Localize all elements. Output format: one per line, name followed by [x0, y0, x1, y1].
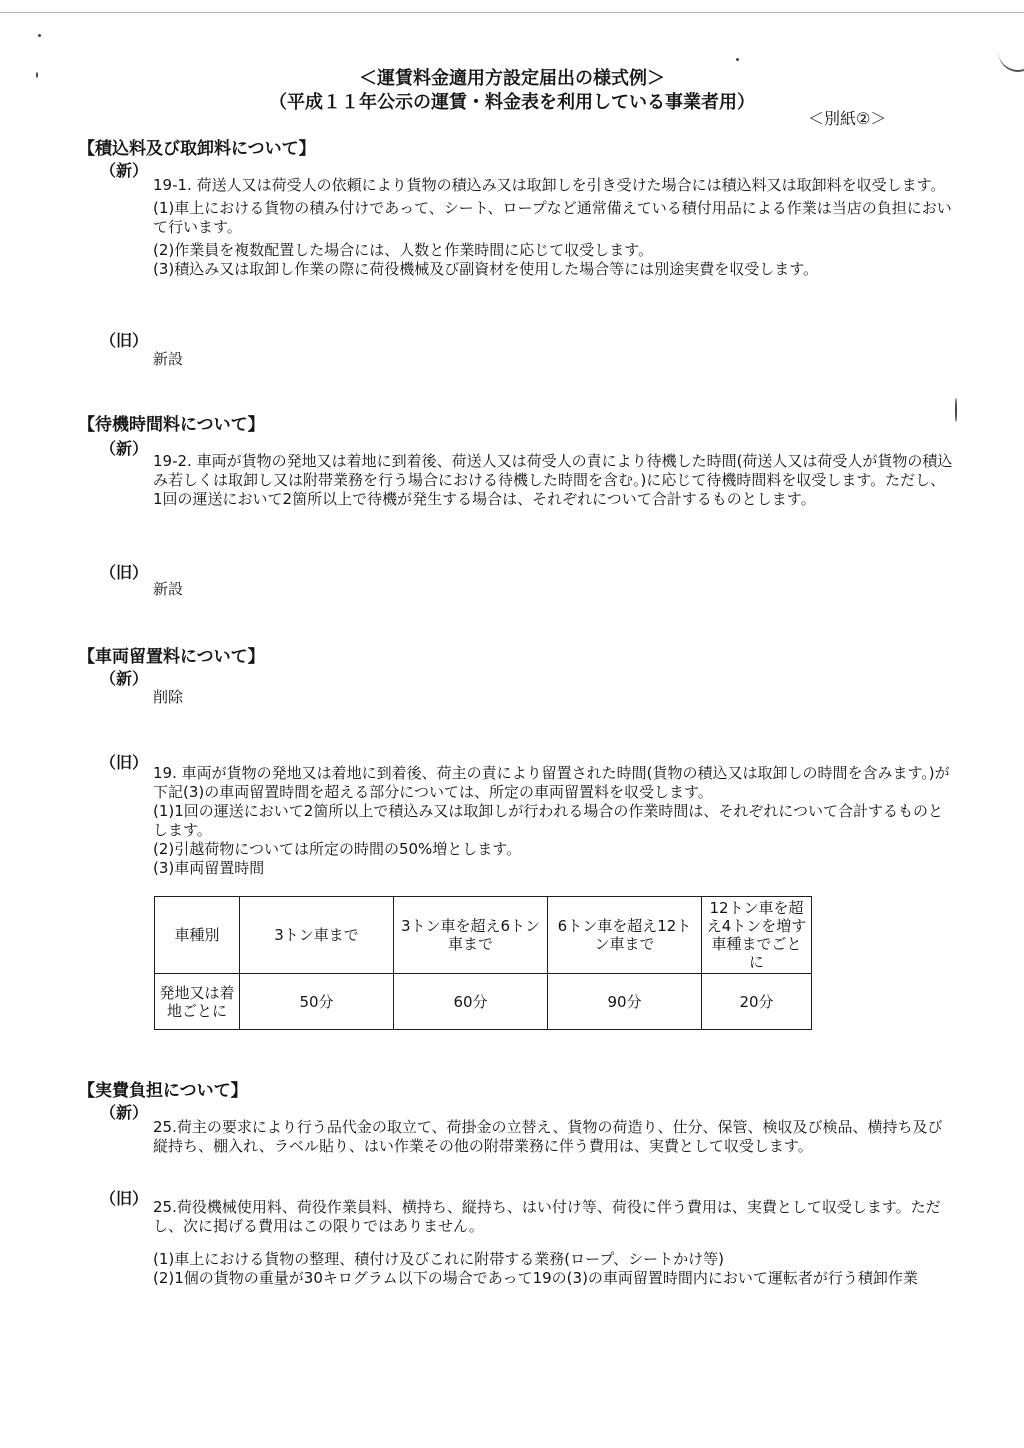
detention-new-text: 削除: [153, 688, 184, 706]
scan-speck: [38, 34, 41, 37]
paragraph: (2)1個の貨物の重量が30キログラム以下の場合であって19の(3)の車両留置時間内において運転者が行う積卸作業: [153, 1269, 918, 1287]
table-row: [155, 974, 812, 1030]
paragraph: (1)車上における貨物の積み付けであって、シート、ロープなど通常備えている積付用品による作業は当店の負担において行います。: [153, 199, 952, 236]
scan-speck: [736, 58, 739, 61]
paragraph: 25.荷主の要求により行う品代金の取立て、荷掛金の立替え、貨物の荷造り、仕分、保管、検収及び検品、横持ち及び縦持ち、棚入れ、ラベル貼り、はい作業その他の附帯業務に伴う費用は、実費として収受します。: [153, 1118, 943, 1155]
old-label: （旧）: [100, 563, 149, 582]
table-cell: 90分: [548, 974, 702, 1030]
loading-new-text: [153, 176, 953, 279]
expenses-new-text: [153, 1118, 953, 1156]
document-title: ＜運賃料金適用方設定届出の様式例＞: [359, 68, 665, 89]
paragraph: (3)積込み又は取卸し作業の際に荷役機械及び副資材を使用した場合等には別途実費を収受します。: [153, 260, 819, 278]
table-cell: 20分: [702, 974, 812, 1030]
waiting-old-text: 新設: [153, 580, 184, 598]
paragraph: (1)1回の運送において2箇所以上で積込み又は取卸しが行われる場合の作業時間は、それぞれについて合計するものとします。: [153, 802, 944, 839]
table-cell: 60分: [394, 974, 548, 1030]
table-row-label: 発地又は着地ごとに: [155, 974, 240, 1030]
table-header-cell: 車種別: [155, 897, 240, 974]
paragraph: 19-1. 荷送人又は荷受人の依頼により貨物の積込み又は取卸しを引き受けた場合には積込料又は取卸料を収受します。: [153, 176, 946, 194]
paragraph: (2)作業員を複数配置した場合には、人数と作業時間に応じて収受します。: [153, 241, 654, 259]
paragraph: (2)引越荷物については所定の時間の50%増とします。: [153, 840, 522, 858]
new-label: （新）: [100, 439, 149, 458]
detention-old-text: [153, 764, 953, 878]
section-heading-detention: 【車両留置料について】: [78, 647, 265, 667]
table-cell: 50分: [240, 974, 394, 1030]
paragraph: (3)車両留置時間: [153, 859, 265, 877]
paragraph: 25.荷役機械使用料、荷役作業員料、横持ち、縦持ち、はい付け等、荷役に伴う費用は、実費として収受します。ただし、次に掲げる費用はこの限りではありません。: [153, 1198, 941, 1235]
table-header-cell: 12トン車を超え4トンを増す車種までごとに: [702, 897, 812, 974]
annex-label: ＜別紙②＞: [808, 109, 887, 128]
section-heading-waiting: 【待機時間料について】: [78, 415, 265, 435]
table-header-cell: 3トン車を超え6トン車まで: [394, 897, 548, 974]
paragraph: (1)車上における貨物の整理、積付け及びこれに附帯する業務(ロープ、シートかけ等): [153, 1250, 725, 1268]
expenses-old-text: [153, 1198, 953, 1288]
new-label: （新）: [100, 1103, 149, 1122]
document-subtitle: （平成１１年公示の運賃・料金表を利用している事業者用）: [269, 92, 755, 113]
section-heading-expenses: 【実費負担について】: [78, 1081, 248, 1101]
detention-time-table: [154, 896, 812, 1030]
scan-speck: [955, 398, 957, 422]
old-label: （旧）: [100, 1189, 149, 1208]
table-header-cell: 6トン車を超え12トン車まで: [548, 897, 702, 974]
new-label: （新）: [100, 161, 149, 180]
loading-old-text: 新設: [153, 350, 184, 368]
paragraph: 19. 車両が貨物の発地又は着地に到着後、荷主の責により留置された時間(貨物の積込又は取卸しの時間を含みます。)が下記(3)の車両留置時間を超える部分については、所定の車両留置料を収受します。: [153, 764, 950, 801]
old-label: （旧）: [100, 753, 149, 772]
scan-edge-line: [0, 12, 1024, 13]
table-header-row: [155, 897, 812, 974]
old-label: （旧）: [100, 331, 149, 350]
paragraph: 19-2. 車両が貨物の発地又は着地に到着後、荷送人又は荷受人の責により待機した時間(荷送人又は荷受人が貨物の積込み若しくは取卸し又は附帯業務を行う場合における待機した時間を含む。)に応じて待機時間料を収受します。ただし、1回の運送において2箇所以上で待機が発生する場合は、それぞれについて合計するものとします。: [153, 452, 953, 508]
new-label: （新）: [100, 669, 149, 688]
section-heading-loading: 【積込料及び取卸料について】: [78, 139, 316, 159]
waiting-new-text: [153, 452, 953, 509]
table-header-cell: 3トン車まで: [240, 897, 394, 974]
